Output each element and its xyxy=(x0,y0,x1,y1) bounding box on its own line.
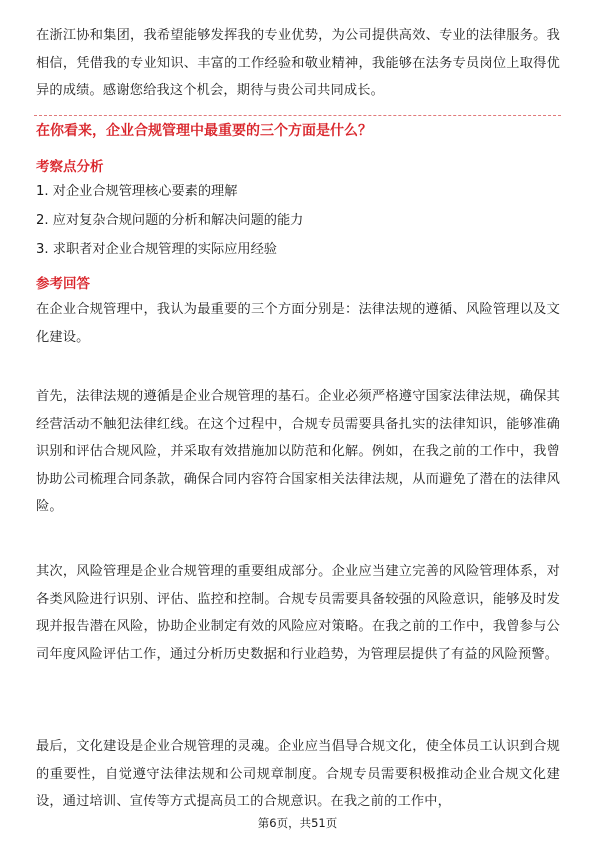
analysis-item: 1. 对企业合规管理核心要素的理解 xyxy=(36,184,238,199)
page-number: 第6页，共51页 xyxy=(257,816,338,830)
question-heading: 在你看来，企业合规管理中最重要的三个方面是什么？ xyxy=(36,123,372,139)
answer-paragraph: 首先，法律法规的遵循是企业合规管理的基石。企业必须严格遵守国家法律法规，确保其经营活动不触犯法律红线。在这个过程中，合规专员需要具备扎实的法律知识，能够准确识别和评估合规风险，并采取有效措施加以防范和化解。例如，在我之前的工作中，我曾协助公司梳理合同条款，确保合同内容符合国家相关法律法规，从而避免了潜在的法律风险。 xyxy=(36,389,560,514)
intro-paragraph: 在浙江协和集团，我希望能够发挥我的专业优势，为公司提供高效、专业的法律服务。我相信，凭借我的专业知识、丰富的工作经验和敬业精神，我能够在法务专员岗位上取得优异的成绩。感谢您给我这个机会，期待与贵公司共同成长。 xyxy=(36,28,560,98)
answer-paragraph: 最后，文化建设是企业合规管理的灵魂。企业应当倡导合规文化，使全体员工认识到合规的重要性，自觉遵守法律法规和公司规章制度。合规专员需要积极推动企业合规文化建设，通过培训、宣传等方式提高员工的合规意识。在我之前的工作中， xyxy=(36,739,560,809)
analysis-item: 2. 应对复杂合规问题的分析和解决问题的能力 xyxy=(36,213,304,228)
analysis-heading: 考察点分析 xyxy=(36,159,104,175)
answer-heading: 参考回答 xyxy=(36,276,90,292)
section-divider xyxy=(34,115,561,116)
answer-paragraph: 其次，风险管理是企业合规管理的重要组成部分。企业应当建立完善的风险管理体系，对各类风险进行识别、评估、监控和控制。合规专员需要具备较强的风险意识，能够及时发现并报告潜在风险，协助企业制定有效的风险应对策略。在我之前的工作中，我曾参与公司年度风险评估工作，通过分析历史数据和行业趋势，为管理层提供了有益的风险预警。 xyxy=(36,564,560,662)
analysis-item: 3. 求职者对企业合规管理的实际应用经验 xyxy=(36,242,277,257)
answer-paragraph: 在企业合规管理中，我认为最重要的三个方面分别是：法律法规的遵循、风险管理以及文化建设。 xyxy=(36,302,560,345)
